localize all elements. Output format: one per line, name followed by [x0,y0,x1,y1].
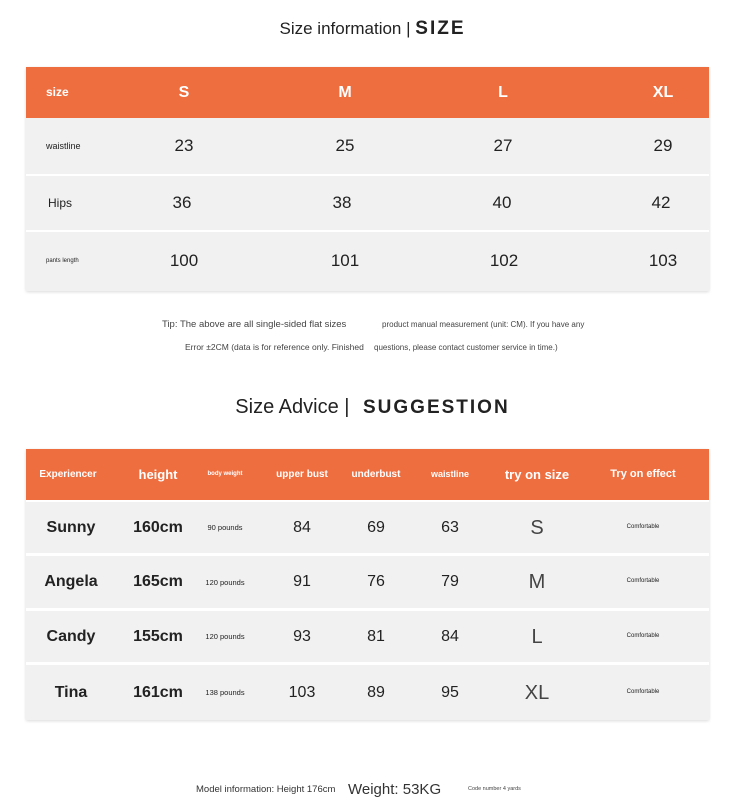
cell: 42 [651,192,671,212]
cell-body-weight: 120 pounds [205,577,245,587]
cell-waistline: 84 [441,627,459,645]
cell-try-on-size: S [530,516,544,539]
cell-underbust: 89 [367,683,385,701]
header-height: height [138,466,178,482]
cell-height: 160cm [133,518,183,536]
header-s: S [178,83,190,101]
size-title-prefix: Size information | [279,19,411,38]
cell: 25 [335,135,355,155]
header-experiencer: Experiencer [39,468,97,480]
cell-underbust: 69 [367,518,385,536]
cell-body-weight: 120 pounds [205,632,245,641]
cell-experiencer: Sunny [46,518,96,536]
table-row [26,232,709,291]
size-title-main: SIZE [415,18,466,39]
cell: 103 [648,251,678,271]
cell: 36 [172,192,192,212]
tip-line1-right: product manual measurement (unit: CM). If you have any [382,320,585,329]
cell-experiencer: Angela [44,573,98,591]
cell-upper-bust: 93 [293,627,311,645]
advice-table-header [26,449,709,500]
model-info: Model information: Height 176cm [196,784,336,795]
header-size: size [46,85,69,100]
cell: 40 [492,192,512,212]
row-label: pants length [46,257,79,264]
cell-height: 165cm [133,573,183,591]
cell-try-on-effect: Comfortable [626,523,660,530]
cell-waistline: 95 [441,683,459,701]
cell-height: 155cm [133,627,183,645]
header-l: L [498,83,508,101]
table-row [26,665,709,720]
tip-line1-left: Tip: The above are all single-sided flat sizes [162,319,347,330]
cell-try-on-size: XL [524,681,550,704]
table-row [26,556,709,608]
cell: 100 [169,251,199,271]
cell-underbust: 81 [367,627,385,645]
cell-experiencer: Candy [46,627,96,645]
cell-underbust: 76 [367,573,385,591]
model-weight: Weight: 53KG [348,781,442,798]
advice-title-main: SUGGESTION [363,397,510,418]
cell-try-on-effect: Comfortable [626,578,660,585]
cell-waistline: 63 [441,518,459,536]
cell-try-on-effect: Comfortable [626,688,660,695]
cell-experiencer: Tina [54,683,88,701]
tip-line2-left: Error ±2CM (data is for reference only. Finished [185,342,364,352]
table-row [26,176,709,230]
advice-title-prefix: Size Advice | [235,396,350,418]
cell-waistline: 79 [441,573,459,591]
table-row [26,611,709,662]
header-xl: XL [652,83,674,101]
header-try-on-effect: Try on effect [610,467,676,480]
cell: 102 [489,251,519,271]
cell-try-on-size: L [531,625,543,648]
cell-body-weight: 138 pounds [205,688,245,697]
advice-table [26,449,709,720]
row-label: Hips [48,195,73,210]
header-waistline: waistline [430,469,470,480]
header-upper-bust: upper bust [276,468,328,480]
cell-upper-bust: 103 [288,683,316,701]
size-table [26,67,709,291]
advice-title [0,396,745,419]
cell-try-on-effect: Comfortable [626,632,660,639]
row-label: waistline [46,140,81,151]
cell-try-on-size: M [528,571,546,593]
model-code: Code number 4 yards [468,786,521,792]
cell-body-weight: 90 pounds [207,523,243,532]
cell: 23 [174,135,194,155]
cell: 29 [653,135,673,155]
tip-line2-right: questions, please contact customer service in time.) [374,343,558,352]
header-body-weight: body weight [207,470,243,477]
cell: 27 [493,135,513,155]
header-underbust: underbust [351,468,401,480]
size-table-header [26,67,709,118]
cell-upper-bust: 91 [293,573,311,591]
table-row [26,502,709,553]
size-title [0,18,745,40]
cell-height: 161cm [133,683,183,701]
header-try-on-size: try on size [504,466,570,482]
cell-upper-bust: 84 [293,518,311,536]
cell: 101 [330,251,360,271]
cell: 38 [332,192,352,212]
header-m: M [338,83,352,101]
table-row [26,118,709,174]
